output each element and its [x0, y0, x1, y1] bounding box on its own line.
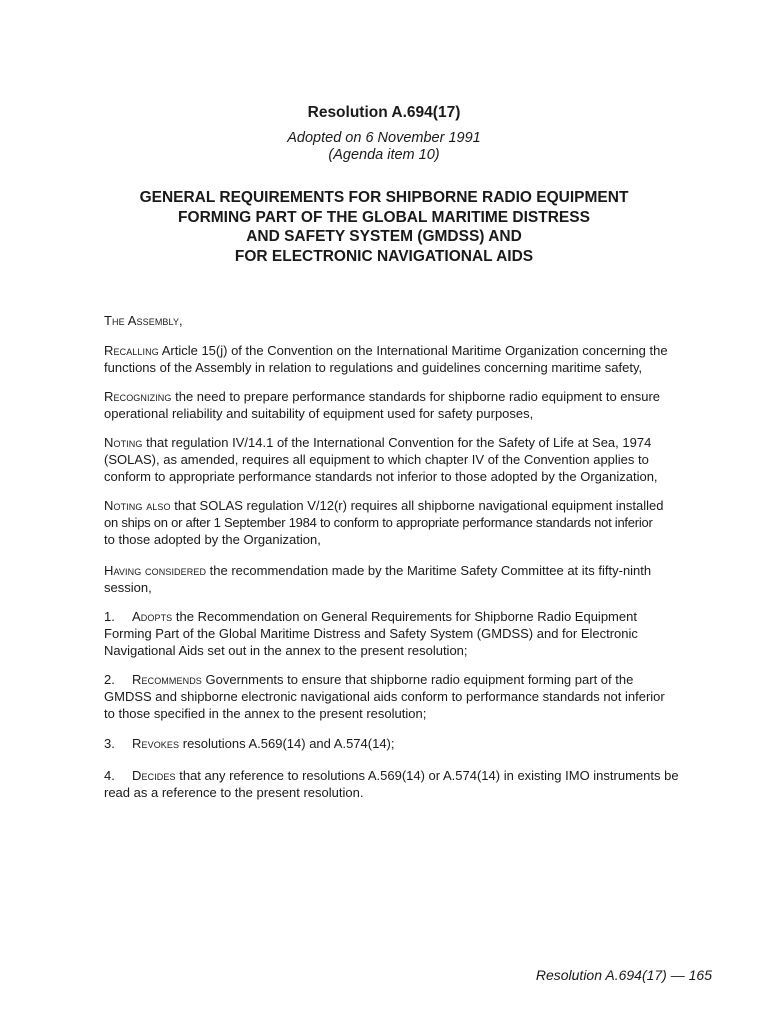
recalling-paragraph	[104, 342, 712, 376]
having-considered-paragraph	[104, 562, 712, 596]
noting-also-paragraph	[104, 497, 712, 548]
page-footer: Resolution A.694(17) — 165	[535, 967, 712, 983]
item-2-lead: Recommends	[132, 672, 202, 687]
item-1-paragraph	[104, 608, 712, 659]
agenda-item: (Agenda item 10)	[328, 147, 440, 163]
heading-line-3: AND SAFETY SYSTEM (GMDSS) AND	[246, 228, 522, 245]
recognizing-paragraph	[104, 388, 712, 422]
assembly-line	[104, 312, 712, 329]
recalling-lead: Recalling	[104, 343, 159, 358]
recognizing-line-1: the need to prepare performance standards for shipborne radio equipment to ensure	[175, 389, 661, 404]
item-3-line-1: resolutions A.569(14) and A.574(14);	[182, 736, 395, 751]
item-2-paragraph	[104, 671, 712, 722]
item-1-line-2: Forming Part of the Global Maritime Distress and Safety System (GMDSS) and for Electronic	[104, 626, 638, 641]
noting-line-3: conform to appropriate performance standards not inferior to those adopted by the Organization,	[104, 469, 658, 484]
adoption-info	[0, 130, 768, 164]
recalling-line-1: Article 15(j) of the Convention on the International Maritime Organization concerning the	[161, 343, 668, 358]
heading-line-1: GENERAL REQUIREMENTS FOR SHIPBORNE RADIO EQUIPMENT	[139, 189, 629, 206]
item-4-lead: Decides	[132, 768, 176, 783]
heading-line-4: FOR ELECTRONIC NAVIGATIONAL AIDS	[234, 247, 534, 265]
item-2-line-2: GMDSS and shipborne electronic navigational aids conform to performance standards not inferior	[104, 689, 665, 704]
heading-line-2: FORMING PART OF THE GLOBAL MARITIME DISTRESS	[178, 208, 590, 226]
noting-line-1: that regulation IV/14.1 of the International Convention for the Safety of Life at Sea, 1974	[146, 435, 652, 450]
item-2-line-3: to those specified in the annex to the present resolution;	[104, 706, 427, 721]
item-1-line-3: Navigational Aids set out in the annex to the present resolution;	[104, 643, 468, 658]
adoption-date: Adopted on 6 November 1991	[287, 130, 481, 146]
noting-also-line-1: that SOLAS regulation V/12(r) requires all shipborne navigational equipment installed	[174, 498, 664, 513]
noting-lead: Noting	[104, 435, 143, 450]
item-4-line-2: read as a reference to the present resolution.	[104, 785, 364, 800]
having-considered-line-1: the recommendation made by the Maritime Safety Committee at its fifty-ninth	[209, 563, 652, 578]
noting-also-lead: Noting also	[104, 498, 171, 513]
item-4-line-1: that any reference to resolutions A.569(14) or A.574(14) in existing IMO instruments be	[179, 768, 679, 783]
noting-paragraph	[104, 434, 712, 485]
item-1-number: 1.	[104, 609, 115, 624]
document-heading	[0, 188, 768, 266]
noting-also-line-2: on ships on or after 1 September 1984 to conform to appropriate performance standards not inferior	[104, 515, 653, 530]
item-3-lead: Revokes	[132, 736, 180, 751]
noting-line-2: (SOLAS), as amended, requires all equipment to which chapter IV of the Convention applies to	[104, 452, 649, 467]
recognizing-line-2: operational reliability and suitability of equipment used for safety purposes,	[104, 406, 534, 421]
item-3-number: 3.	[104, 736, 115, 751]
item-4-number: 4.	[104, 768, 115, 783]
resolution-title: Resolution A.694(17)	[307, 104, 461, 121]
item-1-line-1: the Recommendation on General Requirements for Shipborne Radio Equipment	[175, 609, 637, 624]
assembly-text: The Assembly,	[104, 313, 183, 328]
having-considered-lead: Having considered	[104, 563, 207, 578]
noting-also-line-3: to those adopted by the Organization,	[104, 532, 321, 547]
item-4-paragraph	[104, 767, 712, 801]
recalling-line-2: functions of the Assembly in relation to regulations and guidelines concerning maritime safety,	[104, 360, 643, 375]
item-1-lead: Adopts	[132, 609, 173, 624]
item-2-line-1: Governments to ensure that shipborne radio equipment forming part of the	[205, 672, 634, 687]
having-considered-line-2: session,	[104, 580, 152, 595]
item-2-number: 2.	[104, 672, 115, 687]
recognizing-lead: Recognizing	[104, 389, 172, 404]
item-3-paragraph	[104, 735, 712, 752]
